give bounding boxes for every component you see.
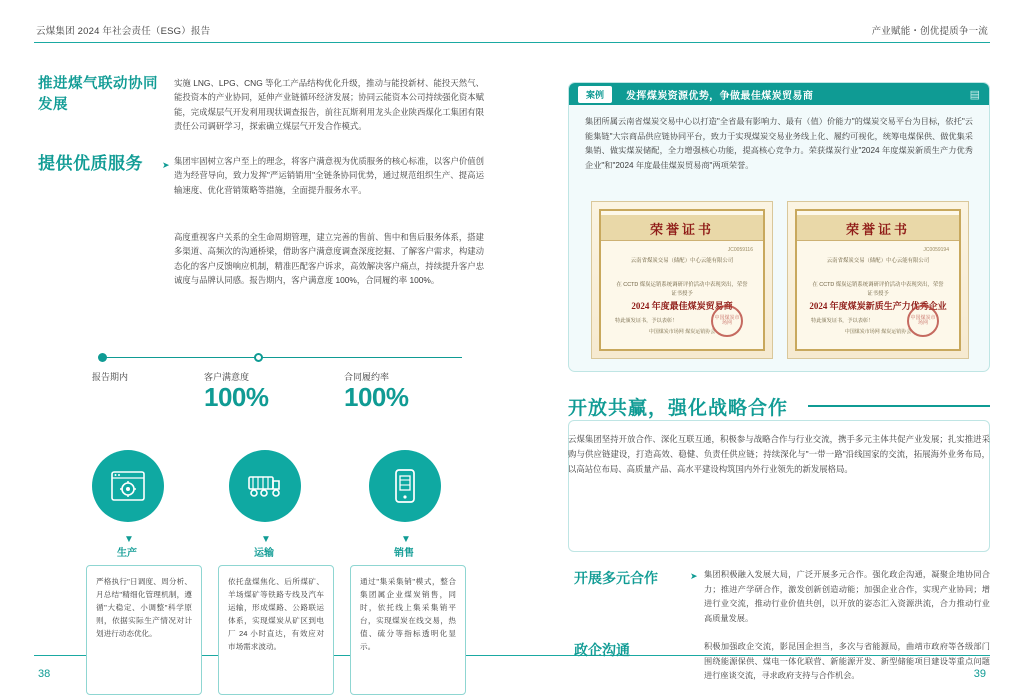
metric-value-contract: 100% (344, 382, 409, 412)
document-icon: ▤ (969, 89, 980, 101)
subsection-body-multi-cooperation: 集团积极融入发展大局，广泛开展多元合作。强化政企沟通，凝聚企地协同合力；推进产学研合作，激发创新创造动能；加强企业合作，实现产业协同；增进行业交流，推动行业价值共创，以开放的姿态汇入资源洪流，合力推动行业高质量发展。 (704, 570, 990, 623)
timeline-line (102, 357, 462, 358)
certificate-1-foot: 特此颁发证书，予以表彰！ (615, 318, 678, 324)
arrow-down-icon-transport: ▼ (261, 534, 271, 545)
timeline-label-period: 报告期内 (92, 372, 129, 382)
pillar-text-sales: 通过"集采集销"模式，整合集团属企业煤炭销售，同时，依托线上集采集销平台，实现煤炭在线交易，热值、硫分等指标透明化显示。 (360, 577, 456, 652)
arrow-right-icon-2: ➤ (690, 571, 698, 581)
pillar-icons (54, 450, 474, 560)
heading-rule (808, 405, 990, 407)
mobile-sales-icon (369, 450, 441, 522)
pillar-caption-production: 生产 (117, 548, 137, 559)
certificate-1-line: 在 CCTD 煤炭运销系统调研评价活动中表现突出，荣誉证书授予 (616, 282, 748, 297)
certificate-2-subject: 云南省煤炭交易（储配）中心云能有限公司 (826, 258, 930, 264)
pillar-box-transport (218, 565, 334, 695)
arrow-right-icon: ➤ (162, 160, 170, 170)
pillar-caption-sales: 销售 (394, 548, 414, 559)
gear-window-icon (92, 450, 164, 522)
pillar-box-sales (350, 565, 466, 695)
intro-text: 云煤集团坚持开放合作、深化互联互通，积极参与战略合作与行业交流，携手多元主体共促产业发展；扎实推进采购与供应链建设，打造高效、稳健、负责任供应链；持续深化与"一带一路"沿线国家的交流，拓展海外业务布局，以高站位布局、高质量产品、高水平建设构筑国内外行业领先的新发展格局。 (568, 434, 990, 475)
certificate-1-header: 荣誉证书 (649, 222, 715, 237)
subsection-title-gov-communication: 政企沟通 (574, 642, 630, 658)
arrow-down-icon-sales: ▼ (401, 534, 411, 545)
pillar-box-production (86, 565, 202, 695)
certificate-1-seal: 中国煤炭市场网 (711, 305, 743, 337)
header-rule (34, 42, 990, 43)
section-body-coal-gas: 实施 LNG、LPG、CNG 等化工产品结构优化升级，推动与能投新材、能投天然气、能投资本的产业协同，延伸产业链循环经济发展；协同云能资本公司持续强化资本赋能，完成煤层气开发利用现状调查报告，前往瓦斯利用龙头企业陕西煤化工集团有限责任公司调研学习，探索确立煤层气开发合作模式。 (174, 78, 484, 132)
metric-label-contract: 合同履约率 (344, 372, 390, 382)
certificate-2-line: 在 CCTD 煤炭运销系统调研评价活动中表现突出，荣誉证书授予 (812, 282, 944, 297)
header-right-text: 产业赋能・创优提质争一流 (871, 26, 988, 37)
pillar-caption-transport: 运输 (254, 548, 274, 559)
certificate-2-foot: 特此颁发证书，予以表彰！ (811, 318, 874, 324)
case-title: 发挥煤炭资源优势，争做最佳煤炭贸易商 (626, 90, 814, 102)
certificate-1-code: JC0059116 (727, 247, 753, 253)
certificate-1-org: 中国煤炭市场网 煤炭运销协会 (648, 329, 716, 335)
page-number-right: 39 (973, 668, 986, 680)
section-title-coal-gas: 推进煤气联动协同发展 (38, 76, 158, 114)
subsection-body-gov-communication: 积极加强政企交流，影昆国企担当，多次与省能源局，曲靖市政府等各级部门围绕能源保供、煤电一体化联营、新能源开发、新型储能项目建设等重点问题进行座谈交流，寻求政府支持与合作机会。 (704, 642, 990, 681)
metric-label-satisfaction: 客户满意度 (204, 372, 250, 382)
timeline-dot-mid (254, 353, 263, 362)
metric-value-satisfaction: 100% (204, 382, 269, 412)
case-study-card (568, 82, 990, 372)
certificate-1-award: 2024 年度最佳煤炭贸易商 (631, 301, 733, 311)
certificate-gallery (591, 201, 969, 361)
section-body-quality-service-2: 高度重视客户关系的全生命周期管理，建立完善的售前、售中和售后服务体系，搭建多渠道、高频次的沟通桥梁，借助客户满意度调查深度挖掘、了解客户需求，构建动态化的客户反馈响应机制，精准匹配客户诉求，高效解决客户痛点，持续提升客户忠诚度与品牌认同感。报告期内，客户满意度 100%，合同履约率 100%。 (174, 232, 484, 286)
section-body-quality-service-1: 集团牢固树立客户至上的理念，将客户满意视为优质服务的核心标准，以客户价值创造为经营导向，致力发挥"严运销销用"全链条协同优势，通过规范组织生产、提高运输速度、优化营销策略等措施，全面提升服务水平。 (174, 156, 484, 195)
certificate-image-1 (591, 201, 773, 359)
left-page (34, 60, 486, 652)
timeline-dot-start (98, 353, 107, 362)
certificate-1-subject: 云南省煤炭交易（储配）中心云能有限公司 (630, 258, 734, 264)
case-body-text: 集团所属云南省煤炭交易中心以打造"全省最有影响力、最有（值）价能力"的煤炭交易平台为目标，依托"云能集链"大宗商品供应链协同平台，致力于实现煤炭交易业务线上化、履约可视化，统筹电煤保供、做优集采集销、做实煤炭储配，全力增强核心功能，提高核心竞争力。荣获煤炭行业"2024 年度煤炭新质生产力优秀企业"和"2024 年度最佳煤炭贸易商"两项荣誉。 (585, 117, 973, 170)
page-number-left: 38 (38, 668, 51, 680)
case-study-header (569, 83, 989, 105)
heading-open-cooperation: 开放共赢，强化战略合作 (568, 398, 789, 419)
pillar-text-production: 严格执行"日调度、周分析、月总结"精细化管理机制，遵循"大稳定、小调整"科学原则，依据实际生产情况对计划进行动态优化。 (96, 577, 192, 639)
case-badge: 案例 (578, 86, 612, 103)
certificate-image-2 (787, 201, 969, 359)
certificate-2-header: 荣誉证书 (845, 222, 911, 237)
certificate-2-org: 中国煤炭市场网 煤炭运销协会 (844, 329, 912, 335)
pillar-text-transport: 依托盘煤焦化、后所煤矿、羊场煤矿等铁路专线及汽车运输，形成煤路、公路联运体系，实现煤炭从矿区到电厂 24 小时直达，有效应对市场需求波动。 (228, 577, 324, 652)
certificate-2-code: JC0059194 (923, 247, 949, 253)
train-icon (229, 450, 301, 522)
section-title-quality-service: 提供优质服务 (38, 154, 143, 173)
certificate-2-seal: 中国煤炭市场网 (907, 305, 939, 337)
arrow-down-icon-production: ▼ (124, 534, 134, 545)
certificate-2-award: 2024 年度煤炭新质生产力优秀企业 (809, 301, 947, 311)
subsection-title-multi-cooperation: 开展多元合作 (574, 570, 658, 586)
header-left-text: 云煤集团 2024 年社会责任（ESG）报告 (36, 26, 211, 37)
